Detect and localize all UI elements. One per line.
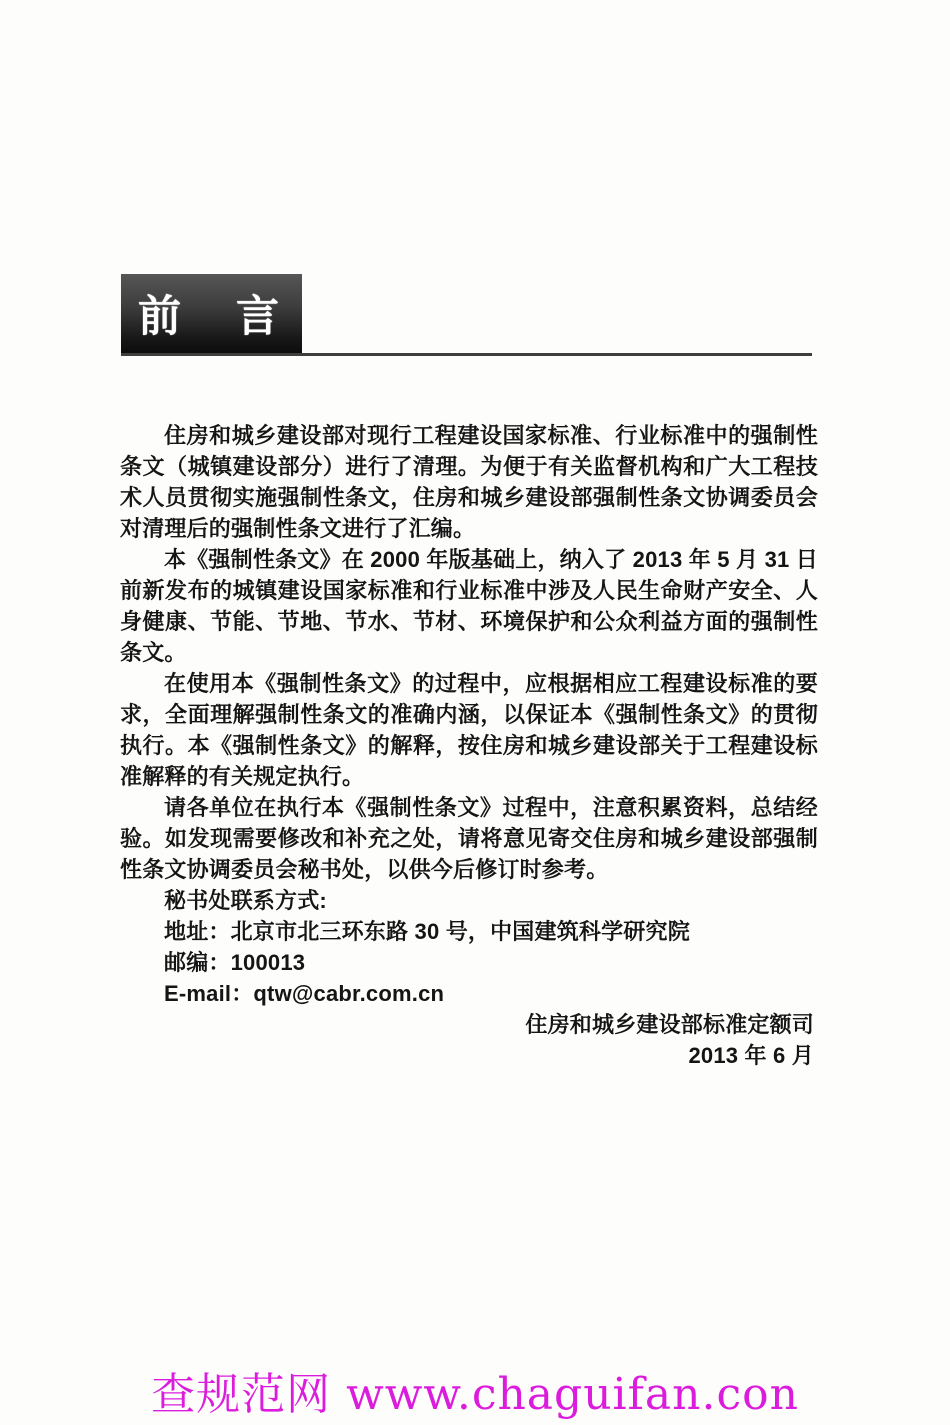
contact-postcode: 邮编：100013	[164, 950, 306, 975]
preface-body	[120, 420, 818, 1071]
preface-title: 前 言	[138, 292, 285, 341]
site-watermark: 查规范网 www.chaguifan.con	[151, 1369, 799, 1420]
paragraph-1: 住房和城乡建设部对现行工程建设国家标准、行业标准中的强制性条文（城镇建设部分）进行了清理。为便于有关监督机构和广大工程技术人员贯彻实施强制性条文，住房和城乡建设部强制性条文协调委员会对清理后的强制性条文进行了汇编。	[120, 423, 818, 541]
signature-organization: 住房和城乡建设部标准定额司	[525, 1012, 814, 1037]
contact-heading: 秘书处联系方式:	[164, 888, 327, 913]
paragraph-4: 请各单位在执行本《强制性条文》过程中，注意积累资料，总结经验。如发现需要修改和补充之处，请将意见寄交住房和城乡建设部强制性条文协调委员会秘书处，以供今后修订时参考。	[120, 795, 818, 882]
title-divider-rule	[121, 353, 812, 356]
preface-title-block	[121, 274, 302, 356]
paragraph-2: 本《强制性条文》在 2000 年版基础上，纳入了 2013 年 5 月 31 日前新发布的城镇建设国家标准和行业标准中涉及人民生命财产安全、人身健康、节能、节地、节水、节材、环境保护和公众利益方面的强制性条文。	[120, 547, 818, 665]
paragraph-3: 在使用本《强制性条文》的过程中，应根据相应工程建设标准的要求，全面理解强制性条文的准确内涵，以保证本《强制性条文》的贯彻执行。本《强制性条文》的解释，按住房和城乡建设部关于工程建设标准解释的有关规定执行。	[120, 671, 818, 789]
contact-email: E-mail：qtw@cabr.com.cn	[164, 981, 445, 1006]
signature-date: 2013 年 6 月	[688, 1043, 814, 1068]
contact-address: 地址：北京市北三环东路 30 号，中国建筑科学研究院	[164, 919, 690, 944]
